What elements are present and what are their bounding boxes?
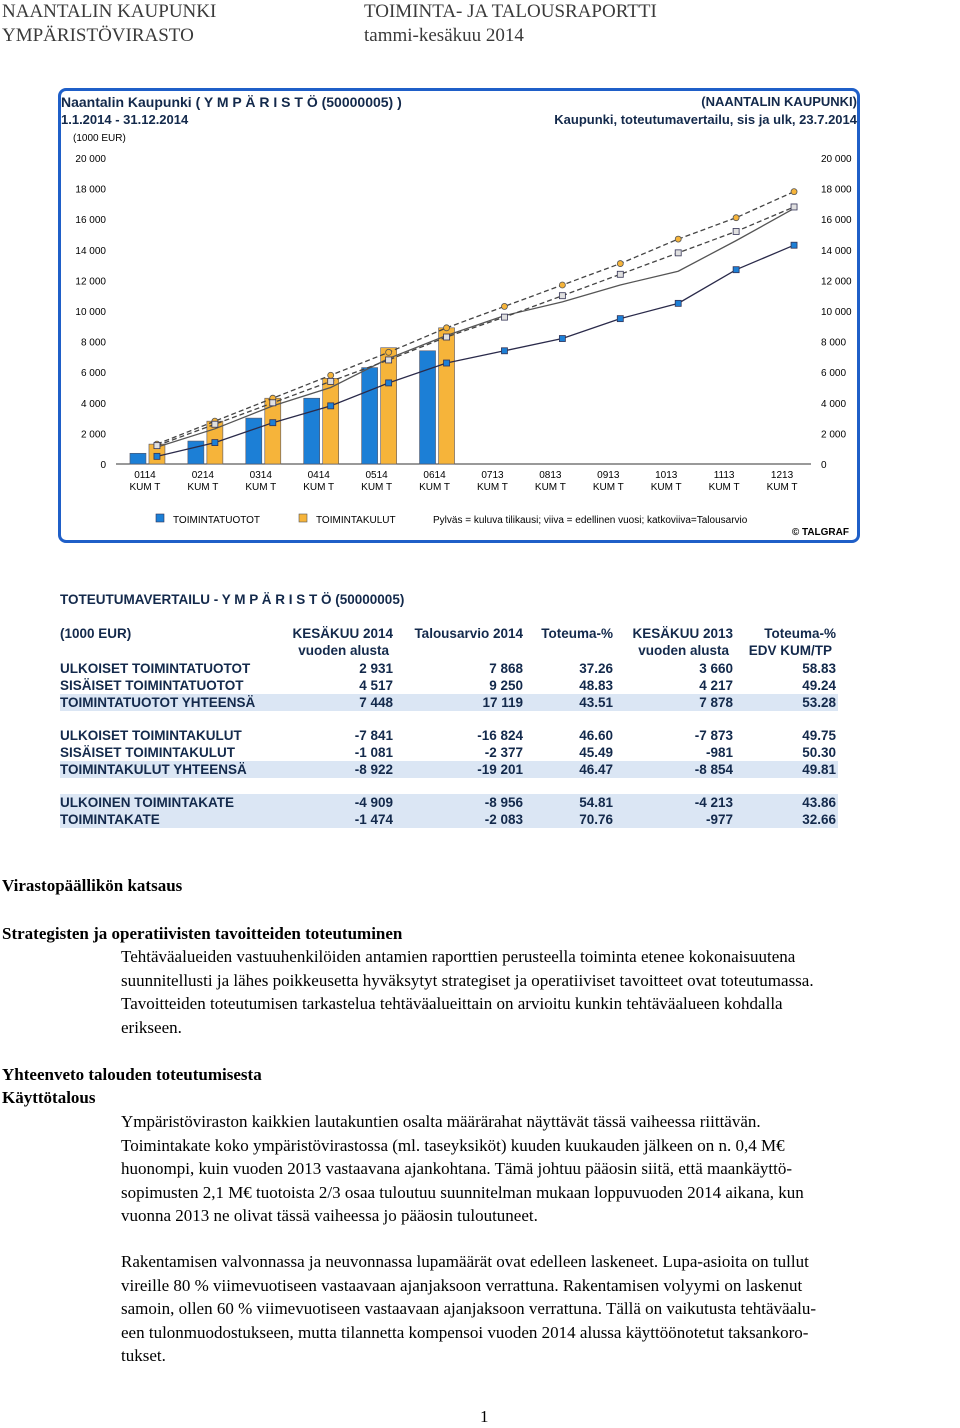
y-tick-label-left: 14 000 — [75, 245, 106, 257]
header-dept: YMPÄRISTÖVIRASTO — [2, 25, 194, 46]
bar-toimintatuotot — [362, 368, 378, 464]
table-cell: 43.51 — [579, 695, 613, 710]
table-row-label: SISÄISET TOIMINTATUOTOT — [60, 678, 244, 693]
legend-brand: © TALGRAF — [791, 527, 849, 538]
y-tick-label-left: 6 000 — [80, 368, 106, 380]
chart-subtitle: 1.1.2014 - 31.12.2014 — [61, 112, 189, 127]
line-point — [212, 440, 218, 446]
table-cell: 7 868 — [489, 661, 523, 676]
line-point — [270, 420, 276, 426]
x-tick-label: KUM T — [129, 482, 161, 493]
line-point — [270, 400, 276, 406]
text-line: vireille 80 % viimevuotiseen vastaavaan ajanjaksoon verrattuna. Rakentamisen volyymi on laskenut — [121, 1275, 803, 1295]
paragraph-strategy — [121, 945, 921, 1039]
table-cell: 7 878 — [699, 695, 733, 710]
x-tick-label: 0913 — [597, 470, 620, 481]
header-right — [364, 0, 657, 48]
table-row — [60, 660, 838, 677]
table-cell: 2 931 — [359, 661, 393, 676]
chart-right-title: (NAANTALIN KAUPUNKI) — [701, 94, 857, 109]
table-cell: -1 081 — [354, 745, 393, 760]
table-cell: -2 377 — [484, 745, 523, 760]
text-line: Ympäristöviraston kaikkien lautakuntien osalta määrärahat näyttävät tässä vaiheessa riittävän. — [121, 1112, 761, 1131]
table-row-label: ULKOISET TOIMINTATUOTOT — [60, 661, 251, 676]
table-row — [60, 761, 838, 778]
table-cell: 7 448 — [359, 695, 393, 710]
y-tick-label-right: 8 000 — [821, 337, 847, 349]
y-tick-label-left: 4 000 — [80, 398, 106, 410]
x-tick-label: 1013 — [655, 470, 678, 481]
y-tick-label-left: 20 000 — [75, 154, 106, 165]
table-cell: -4 909 — [354, 795, 393, 810]
text-line: erikseen. — [121, 1017, 182, 1037]
text-line: Tehtäväalueiden vastuuhenkilöiden antamien raporttien perusteella toiminta etenee kokonaisuutena — [121, 947, 796, 966]
bar-toimintatuotot — [246, 418, 262, 464]
chart-unit-label: (1000 EUR) — [73, 133, 126, 144]
table-row-label: ULKOINEN TOIMINTAKATE — [60, 795, 234, 810]
line-point — [675, 300, 681, 306]
table-row — [60, 727, 838, 744]
y-tick-label-right: 20 000 — [821, 154, 852, 165]
line-point — [733, 215, 739, 221]
table-header-line1: KESÄKUU 2013 — [632, 626, 733, 641]
chart-panel — [58, 88, 860, 543]
table-cell: -8 854 — [694, 762, 733, 777]
page-number: 1 — [480, 1407, 489, 1426]
y-tick-label-left: 12 000 — [75, 276, 106, 288]
table-cell: 49.75 — [802, 728, 836, 743]
series-line-4 — [157, 207, 794, 446]
table-cell: 58.83 — [802, 661, 836, 676]
legend-note: Pylväs = kuluva tilikausi; viiva = edellinen vuosi; katkoviiva=Talousarvio — [433, 515, 748, 526]
table-cell: -4 213 — [694, 795, 733, 810]
x-tick-label: 0114 — [134, 470, 156, 481]
series-line-3 — [157, 192, 794, 444]
table-cell: 53.28 — [802, 695, 836, 710]
legend-swatch-income — [156, 514, 164, 522]
subheading-summary: Yhteenveto talouden toteutumisesta — [2, 1065, 262, 1084]
table-cell: 9 250 — [489, 678, 523, 693]
table-cell: 37.26 — [579, 661, 613, 676]
subheading-strategy: Strategisten ja operatiivisten tavoitteiden toteutuminen — [2, 924, 403, 943]
table-cell: -8 956 — [484, 795, 523, 810]
x-tick-label: 0314 — [249, 470, 272, 481]
bar-toimintakulut — [381, 348, 397, 464]
table-row — [60, 694, 838, 711]
header-report-title: TOIMINTA- JA TALOUSRAPORTTI — [364, 1, 657, 22]
line-point — [675, 250, 681, 256]
table-cell: 50.30 — [802, 745, 836, 760]
table-row-label: TOIMINTATUOTOT YHTEENSÄ — [60, 695, 256, 710]
y-tick-label-left: 10 000 — [75, 307, 106, 318]
x-tick-label: 1113 — [713, 470, 735, 481]
table-cell: 48.83 — [579, 678, 613, 693]
line-point — [444, 360, 450, 366]
line-point — [501, 303, 507, 309]
subheading-operating: Käyttötalous — [2, 1088, 96, 1107]
x-tick-label: 0414 — [307, 470, 330, 481]
x-tick-label: 1213 — [770, 470, 794, 481]
x-tick-label: KUM T — [476, 482, 508, 493]
x-tick-label: KUM T — [245, 482, 277, 493]
table-header-line2: EDV KUM/TP — [748, 643, 832, 658]
y-tick-label-left: 0 — [100, 460, 106, 471]
table-row-label: ULKOISET TOIMINTAKULUT — [60, 728, 242, 743]
text-line: tukset. — [121, 1346, 166, 1365]
x-tick-label: KUM T — [650, 482, 682, 493]
line-point — [328, 378, 334, 384]
table-row — [60, 811, 838, 828]
table-cell: 45.49 — [579, 745, 613, 760]
text-line: sopimusten 2,1 M€ tuotoista 2/3 osaa tuloutuu suunnitelman mukaan loppuvuoden 2014 aikana, kun — [121, 1182, 804, 1202]
x-tick-label: 0614 — [423, 470, 446, 481]
line-point — [733, 228, 739, 234]
table-row — [60, 677, 838, 694]
text-line: Tavoitteiden toteutumisen tarkastelua tehtäväalueittain on arvioitu kunkin tehtäväalueen kohdalla — [121, 994, 783, 1013]
text-line: huonompi, kuin vuoden 2013 vastaavana ajankohtana. Tämä johtuu pääosin siitä, että maankäyttö- — [121, 1159, 793, 1178]
table-header-line2: vuoden alusta — [298, 643, 389, 658]
table-cell: 49.24 — [802, 678, 836, 693]
text-line: samoin, ollen 60 % viimevuotiseen vastaavaan ajanjaksoon verrattuna. Tällä on vaikutusta tehtäväalu- — [121, 1299, 817, 1318]
text-line: suunnitellusti ja lähes poikkeusetta hyväksytyt strategiset ja operatiiviset tavoitteet ovat toteutumassa. — [121, 970, 814, 990]
line-point — [733, 267, 739, 273]
table-cell: -16 824 — [477, 728, 523, 743]
text-line: een tulonmuodostukseen, mutta tilannetta kompensoi vuoden 2014 alussa käyttöönotetut taksankoro- — [121, 1322, 809, 1342]
chart-right-subtitle: Kaupunki, toteutumavertailu, sis ja ulk, 23.7.2014 — [554, 112, 857, 127]
table-cell: 70.76 — [579, 812, 613, 827]
line-point — [617, 261, 623, 267]
table-cell: 46.47 — [579, 762, 613, 777]
line-point — [328, 403, 334, 409]
bar-toimintatuotot — [188, 441, 204, 464]
y-tick-label-right: 12 000 — [821, 276, 852, 288]
table-header-line1: Talousarvio 2014 — [414, 626, 523, 641]
table-cell: -977 — [705, 812, 733, 827]
table-row-label: SISÄISET TOIMINTAKULUT — [60, 745, 235, 760]
text-line: vuonna 2013 ne olivat tässä vaiheessa jo pääosin tuloutuneet. — [121, 1206, 538, 1225]
table-cell: 17 119 — [482, 695, 523, 710]
legend-label-income: TOIMINTATUOTOT — [173, 515, 261, 526]
legend-swatch-expenses — [299, 514, 307, 522]
table-cell: -981 — [705, 745, 733, 760]
y-tick-label-left: 2 000 — [80, 429, 106, 441]
x-tick-label: KUM T — [303, 482, 335, 493]
paragraph-building — [121, 1250, 921, 1368]
line-point — [617, 271, 623, 277]
line-point — [791, 242, 797, 248]
line-point — [444, 325, 450, 331]
legend-label-expenses: TOIMINTAKULUT — [316, 515, 396, 526]
chart-title: Naantalin Kaupunki ( Y M P Ä R I S T Ö (50000005) ) — [61, 94, 402, 110]
table-header-line1: KESÄKUU 2014 — [292, 626, 393, 641]
y-tick-label-left: 16 000 — [75, 215, 106, 227]
line-point — [501, 348, 507, 354]
line-point — [212, 421, 218, 427]
bar-toimintatuotot — [130, 453, 146, 464]
x-tick-label: KUM T — [419, 482, 451, 493]
x-tick-label: 0813 — [539, 470, 562, 481]
table-cell: 43.86 — [802, 795, 836, 810]
section-heading: Virastopäällikön katsaus — [2, 876, 183, 895]
series-line-2 — [157, 208, 794, 447]
line-point — [386, 349, 392, 355]
line-point — [154, 453, 160, 459]
table-cell: -1 474 — [354, 812, 393, 827]
header-left — [2, 0, 216, 48]
table-row-label: TOIMINTAKATE — [60, 812, 160, 827]
x-tick-label: KUM T — [708, 482, 740, 493]
table-cell: -19 201 — [477, 762, 523, 777]
line-point — [559, 293, 565, 299]
table-cell: 54.81 — [579, 795, 613, 810]
table-cell: 49.81 — [802, 762, 836, 777]
table-cell: -8 922 — [354, 762, 393, 777]
table-row-label: TOIMINTAKULUT YHTEENSÄ — [60, 762, 247, 777]
x-tick-label: KUM T — [534, 482, 566, 493]
x-tick-label: KUM T — [766, 482, 798, 493]
x-tick-label: 0514 — [365, 470, 388, 481]
y-tick-label-left: 8 000 — [80, 337, 106, 349]
table-cell: -2 083 — [484, 812, 523, 827]
y-tick-label-right: 2 000 — [821, 429, 847, 441]
line-point — [675, 236, 681, 242]
line-point — [559, 336, 565, 342]
table-row — [60, 744, 838, 761]
line-point — [791, 189, 797, 195]
table-cell: -7 841 — [354, 728, 393, 743]
line-point — [617, 316, 623, 322]
x-tick-label: KUM T — [187, 482, 219, 493]
line-point — [559, 282, 565, 288]
table-cell: 4 517 — [359, 678, 393, 693]
table-header-line1: Toteuma-% — [541, 626, 613, 641]
bar-toimintakulut — [439, 328, 455, 464]
text-line: Toimintakate koko ympäristövirastossa (ml. taseyksiköt) kuuden kuukauden jälkeen on n. 0,4 M€ — [121, 1135, 785, 1155]
line-point — [791, 204, 797, 210]
table-header-line1: Toteuma-% — [764, 626, 836, 641]
y-tick-label-right: 0 — [821, 460, 827, 471]
y-tick-label-right: 6 000 — [821, 368, 847, 380]
table-row — [60, 794, 838, 811]
y-tick-label-right: 16 000 — [821, 215, 852, 227]
y-tick-label-left: 18 000 — [75, 184, 106, 196]
line-point — [444, 334, 450, 340]
y-tick-label-right: 4 000 — [821, 398, 847, 410]
line-point — [501, 314, 507, 320]
line-point — [328, 372, 334, 378]
table-cell: 32.66 — [802, 812, 836, 827]
x-tick-label: KUM T — [361, 482, 393, 493]
table-cell: 46.60 — [579, 728, 613, 743]
line-point — [154, 443, 160, 449]
table-cell: -7 873 — [694, 728, 733, 743]
header-org: NAANTALIN KAUPUNKI — [2, 1, 217, 22]
line-point — [386, 357, 392, 363]
y-tick-label-right: 14 000 — [821, 245, 852, 257]
line-point — [386, 380, 392, 386]
y-tick-label-right: 18 000 — [821, 184, 852, 196]
y-tick-label-right: 10 000 — [821, 307, 852, 318]
text-line: Rakentamisen valvonnassa ja neuvonnassa lupamäärät ovat edelleen laskeneet. Lupa-asioita on tullut — [121, 1252, 809, 1271]
chart-plot — [61, 91, 857, 540]
x-tick-label: 0214 — [191, 470, 214, 481]
table-unit-label: (1000 EUR) — [60, 626, 132, 641]
table-header-line2: vuoden alusta — [638, 643, 729, 658]
x-tick-label: KUM T — [592, 482, 624, 493]
table-title: TOTEUTUMAVERTAILU - Y M P Ä R I S T Ö (50000005) — [60, 592, 405, 607]
table-cell: 3 660 — [699, 661, 733, 676]
bar-toimintatuotot — [304, 398, 320, 464]
bar-toimintakulut — [323, 378, 339, 464]
paragraph-operating — [121, 1110, 921, 1228]
x-tick-label: 0713 — [481, 470, 504, 481]
header-period: tammi-kesäkuu 2014 — [364, 25, 524, 46]
table-cell: 4 217 — [699, 678, 733, 693]
